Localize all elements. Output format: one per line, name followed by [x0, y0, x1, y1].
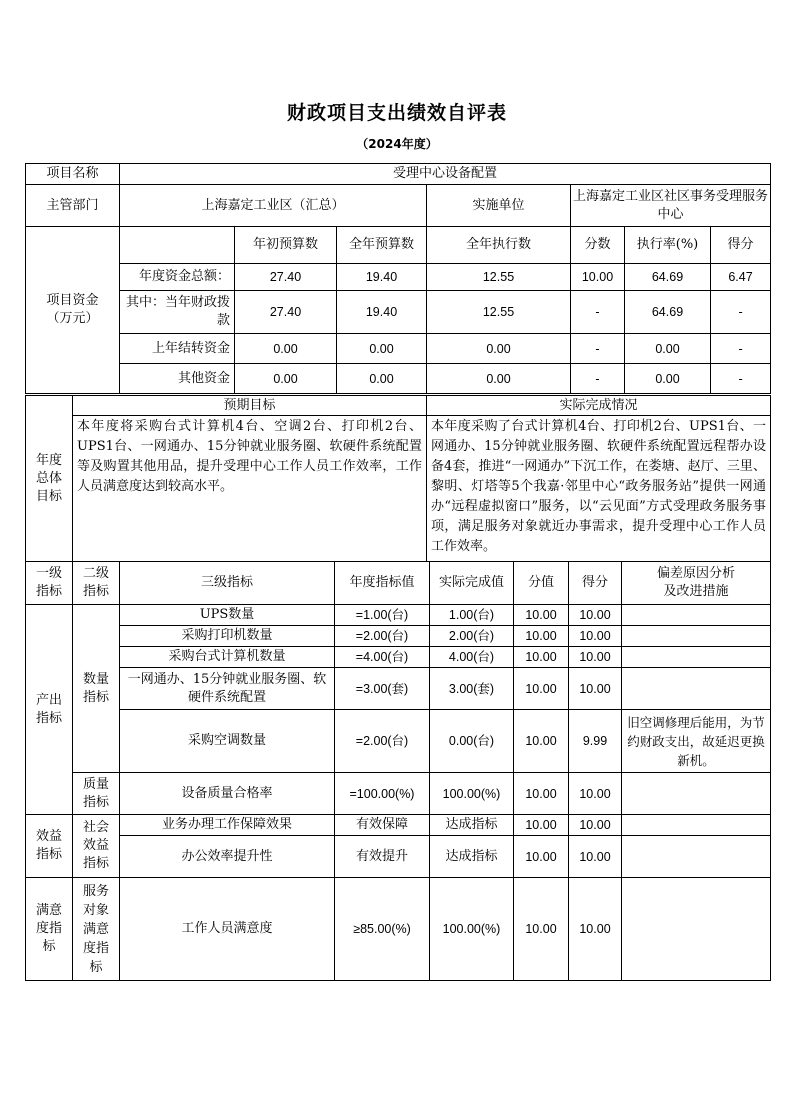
- funds-cell: 6.47: [711, 264, 771, 291]
- funds-cell: 12.55: [427, 264, 571, 291]
- funds-cell: 0.00: [337, 364, 427, 394]
- funds-cell: 0.00: [427, 364, 571, 394]
- funds-cell: 27.40: [235, 291, 337, 334]
- indicator-remark: [622, 605, 771, 626]
- indicator-name: 工作人员满意度: [120, 878, 335, 981]
- funds-cell: -: [571, 291, 625, 334]
- output-indicator-label: 产出 指标: [26, 605, 73, 815]
- page-title: 财政项目支出绩效自评表: [286, 102, 507, 124]
- indicator-target: =4.00(台): [335, 647, 430, 668]
- indicator-name: 采购台式计算机数量: [120, 647, 335, 668]
- funds-cell: -: [711, 334, 771, 364]
- impl-value: 上海嘉定工业区社区事务受理服务中心: [571, 185, 771, 227]
- indicator-name: 设备质量合格率: [120, 773, 335, 815]
- indicator-name: 一网通办、15分钟就业服务圈、软硬件系统配置: [120, 668, 335, 710]
- indicator-weight: 10.00: [514, 878, 569, 981]
- funds-cell: 0.00: [427, 334, 571, 364]
- indicator-actual: 4.00(台): [430, 647, 514, 668]
- actual-result-header: 实际完成情况: [427, 396, 771, 416]
- indicator-score: 10.00: [569, 647, 622, 668]
- project-name-label: 项目名称: [26, 164, 120, 185]
- project-name-value: 受理中心设备配置: [120, 164, 771, 185]
- funds-col-header: 分数: [571, 227, 625, 264]
- funds-section-label: 项目资金 （万元）: [26, 227, 120, 394]
- benefit-indicator-label: 效益 指标: [26, 815, 73, 878]
- indicator-target: =3.00(套): [335, 668, 430, 710]
- indicator-score: 10.00: [569, 836, 622, 878]
- satisfaction-indicator-label: 满意 度指 标: [26, 878, 73, 981]
- expected-goal-header: 预期目标: [73, 396, 427, 416]
- indicator-score: 10.00: [569, 626, 622, 647]
- funds-col-header: 全年预算数: [337, 227, 427, 264]
- expected-goal-text: 本年度将采购台式计算机4台、空调2台、打印机2台、UPS1台、一网通办、15分钟就业服务圈、软硬件系统配置等及购置其他用品，提升受理中心工作人员工作效率，工作人员满意度达到较高水平。: [73, 416, 427, 562]
- indicator-target: =1.00(台): [335, 605, 430, 626]
- indicator-target: =2.00(台): [335, 710, 430, 773]
- funds-header-blank: [120, 227, 235, 264]
- indicator-score: 10.00: [569, 605, 622, 626]
- funds-cell: -: [711, 364, 771, 394]
- service-satisfaction-label: 服务 对象 满意 度指 标: [73, 878, 120, 981]
- indicator-actual: 100.00(%): [430, 878, 514, 981]
- indicator-weight: 10.00: [514, 836, 569, 878]
- funds-cell: 10.00: [571, 264, 625, 291]
- indicator-actual: 达成指标: [430, 836, 514, 878]
- actual-result-text: 本年度采购了台式计算机4台、打印机2台、UPS1台、一网通办、15分钟就业服务圈、软硬件系统配置远程帮办设备4套，推进“一网通办”下沉工作，在娄塘、赵厅、三里、黎明、灯塔等5个我嘉·邻里中心“政务服务站”提供一网通办“远程虚拟窗口”服务，以“云见面”方式受理政务服务事项，满足服务对象就近办事需求，提升受理中心工作人员工作效率。: [427, 416, 771, 562]
- quantity-indicator-label: 数量 指标: [73, 605, 120, 773]
- funds-cell: 12.55: [427, 291, 571, 334]
- indicator-name: 业务办理工作保障效果: [120, 815, 335, 836]
- social-benefit-label: 社会 效益 指标: [73, 815, 120, 878]
- indicator-remark: [622, 626, 771, 647]
- level2-header: 二级 指标: [73, 562, 120, 605]
- indicator-name: 采购空调数量: [120, 710, 335, 773]
- indicator-score: 10.00: [569, 668, 622, 710]
- indicator-remark: [622, 647, 771, 668]
- funds-cell: 0.00: [235, 364, 337, 394]
- funds-cell: 0.00: [625, 364, 711, 394]
- indicator-actual: 达成指标: [430, 815, 514, 836]
- funds-cell: 19.40: [337, 291, 427, 334]
- indicator-actual: 100.00(%): [430, 773, 514, 815]
- indicator-remark: 旧空调修理后能用，为节约财政支出，故延迟更换新机。: [622, 710, 771, 773]
- funds-cell: 0.00: [625, 334, 711, 364]
- indicator-score: 10.00: [569, 815, 622, 836]
- target-header: 年度指标值: [335, 562, 430, 605]
- indicator-actual: 0.00(台): [430, 710, 514, 773]
- indicator-weight: 10.00: [514, 710, 569, 773]
- funds-cell: 19.40: [337, 264, 427, 291]
- indicator-weight: 10.00: [514, 773, 569, 815]
- funds-row-label: 上年结转资金: [120, 334, 235, 364]
- quality-indicator-label: 质量 指标: [73, 773, 120, 815]
- indicator-target: =100.00(%): [335, 773, 430, 815]
- indicator-remark: [622, 836, 771, 878]
- indicator-actual: 2.00(台): [430, 626, 514, 647]
- funds-cell: -: [571, 364, 625, 394]
- score-header: 得分: [569, 562, 622, 605]
- funds-row-label: 年度资金总额：: [120, 264, 235, 291]
- level1-header: 一级 指标: [26, 562, 73, 605]
- funds-cell: 0.00: [337, 334, 427, 364]
- indicator-score: 10.00: [569, 878, 622, 981]
- goals-section-label: 年度 总体 目标: [26, 396, 73, 562]
- funds-table: [25, 163, 771, 394]
- funds-cell: 64.69: [625, 264, 711, 291]
- indicator-name: 采购打印机数量: [120, 626, 335, 647]
- indicator-weight: 10.00: [514, 815, 569, 836]
- indicator-remark: [622, 668, 771, 710]
- indicator-score: 10.00: [569, 773, 622, 815]
- funds-cell: -: [711, 291, 771, 334]
- indicator-weight: 10.00: [514, 668, 569, 710]
- indicator-weight: 10.00: [514, 647, 569, 668]
- indicator-score: 9.99: [569, 710, 622, 773]
- indicator-target: 有效保障: [335, 815, 430, 836]
- impl-label: 实施单位: [427, 185, 571, 227]
- indicator-actual: 1.00(台): [430, 605, 514, 626]
- goals-table: [25, 395, 771, 562]
- indicator-name: 办公效率提升性: [120, 836, 335, 878]
- indicator-remark: [622, 773, 771, 815]
- indicator-name: UPS数量: [120, 605, 335, 626]
- funds-cell: 27.40: [235, 264, 337, 291]
- funds-row-label: 其他资金: [120, 364, 235, 394]
- remark-header: 偏差原因分析 及改进措施: [622, 562, 771, 605]
- funds-col-header: 执行率(%): [625, 227, 711, 264]
- weight-header: 分值: [514, 562, 569, 605]
- indicator-target: ≥85.00(%): [335, 878, 430, 981]
- dept-value: 上海嘉定工业区（汇总）: [120, 185, 427, 227]
- report-year: （2024年度）: [356, 137, 438, 151]
- funds-cell: -: [571, 334, 625, 364]
- funds-col-header: 得分: [711, 227, 771, 264]
- indicator-weight: 10.00: [514, 626, 569, 647]
- funds-cell: 64.69: [625, 291, 711, 334]
- actual-header: 实际完成值: [430, 562, 514, 605]
- indicators-table: [25, 561, 771, 981]
- funds-cell: 0.00: [235, 334, 337, 364]
- indicator-target: =2.00(台): [335, 626, 430, 647]
- funds-row-label: 其中：当年财政拨款: [120, 291, 235, 334]
- indicator-target: 有效提升: [335, 836, 430, 878]
- indicator-actual: 3.00(套): [430, 668, 514, 710]
- funds-col-header: 全年执行数: [427, 227, 571, 264]
- indicator-weight: 10.00: [514, 605, 569, 626]
- funds-col-header: 年初预算数: [235, 227, 337, 264]
- dept-label: 主管部门: [26, 185, 120, 227]
- indicator-remark: [622, 815, 771, 836]
- level3-header: 三级指标: [120, 562, 335, 605]
- indicator-remark: [622, 878, 771, 981]
